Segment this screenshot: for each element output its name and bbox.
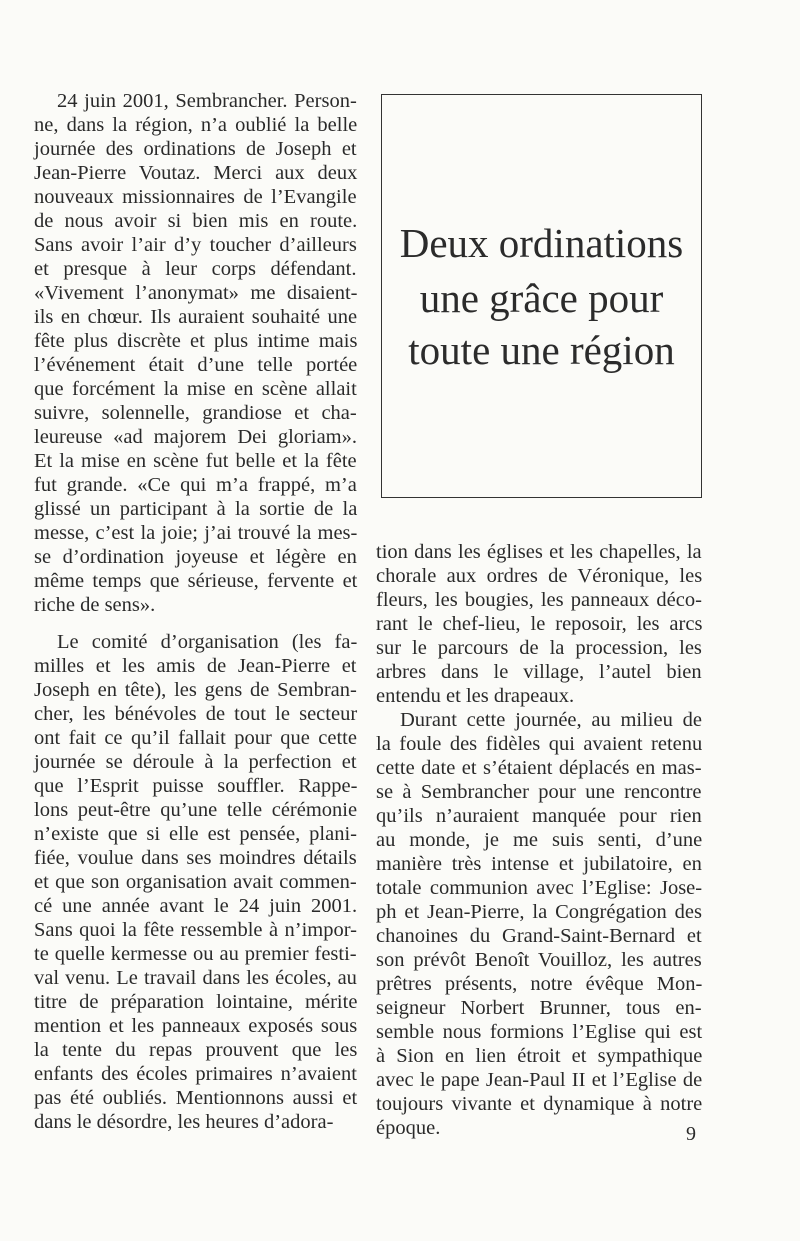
text-line: suivre, solennelle, grandiose et cha- [34,402,357,424]
text-line: et presque à leur corps défendant. [34,258,357,280]
text-line: Durant cette journée, au milieu de [400,709,702,731]
text-line: «Vivement l’anonymat» me disaient- [34,282,358,304]
text-line: fiée, voulue dans ses moindres détails [34,847,357,869]
text-line: lons peut-être qu’une telle cérémonie [34,799,358,821]
text-line: prêtres présents, notre évêque Mon- [376,973,703,995]
text-line: manière très intense et jubilatoire, en [376,853,702,875]
text-line: et que son organisation avait commen- [34,871,357,893]
text-line: glissé un participant à la sortie de la [34,498,358,520]
title-line: Deux ordinations [399,220,684,266]
text-line: milles et les amis de Jean-Pierre et [34,655,357,677]
text-line: mention et les panneaux exposés sous [34,1015,358,1037]
text-line: se d’ordination joyeuse et légère en [34,546,357,568]
text-line: à Sion en lien étroit et sympathique [376,1045,703,1067]
text-line: la tente du repas prouvent que les [34,1039,358,1061]
text-line: tion dans les églises et les chapelles, la [376,541,702,563]
text-line: n’existe que si elle est pensée, plani- [34,823,357,845]
text-line: Jean-Pierre Voutaz. Merci aux deux [34,162,358,184]
text-line: son prévôt Benoît Vouilloz, les autres [376,949,702,971]
text-line: se à Sembrancher pour une rencontre [376,781,702,803]
text-line: de nous avoir si bien mis en route. [34,210,358,232]
text-line: même temps que sérieuse, fervente et [34,570,358,592]
text-line: chanoines du Grand-Saint-Bernard et [376,925,702,947]
text-line: seigneur Norbert Brunner, tous en- [376,997,702,1019]
text-line: titre de préparation lointaine, mérite [34,991,358,1013]
text-line: semble nous formions l’Eglise qui est [376,1021,703,1043]
text-line: ont fait ce qu’il fallait pour que cette [34,727,357,749]
text-line: rant le chef-lieu, le reposoir, les arcs [376,613,703,635]
text-line: qu’ils n’auraient manquée pour rien [376,805,702,827]
text-line: messe, c’est la joie; j’ai trouvé la mes- [34,522,358,544]
text-line: journée se déroule à la perfection et [34,751,357,773]
text-line: journée des ordinations de Joseph et [34,138,357,160]
text-line: l’événement était d’une telle portée [34,354,358,376]
text-line: te quelle kermesse ou au premier festi- [34,943,357,965]
text-line: chorale aux ordres de Véronique, les [376,565,703,587]
text-line: Sans avoir l’air d’y toucher d’ailleurs [34,234,357,256]
article-title-box [381,94,702,498]
title-line: toute une région [408,327,675,373]
text-line: cher, les bénévoles de tout le secteur [34,703,358,725]
text-line: entendu et les drapeaux. [376,685,575,707]
text-line: avec le pape Jean-Paul II et l’Eglise de [376,1069,703,1091]
text-line: val venu. Le travail dans les écoles, au [34,967,357,989]
text-line: époque. [376,1117,441,1139]
text-line: ils en chœur. Ils auraient souhaité une [34,306,358,328]
text-line: totale communion avec l’Eglise: Jose- [376,877,703,899]
text-line: que forcément la mise en scène allait [34,378,357,400]
text-line: Joseph en tête), les gens de Sembran- [34,679,357,701]
page-number: 9 [686,1123,696,1145]
text-line: pas été oubliés. Mentionnons aussi et [34,1087,358,1109]
text-line: la foule des fidèles qui avaient retenu [376,733,703,755]
text-line: toujours vivante et dynamique à notre [376,1093,703,1115]
text-line: enfants des écoles primaires n’avaient [34,1063,357,1085]
title-line: une grâce pour [419,275,664,321]
text-line: arbres dans le village, l’autel bien [376,661,702,683]
text-line: dans le désordre, les heures d’adora- [34,1111,334,1133]
text-line: fut grande. «Ce qui m’a frappé, m’a [34,474,357,496]
text-line: au monde, je me suis senti, d’une [376,829,703,851]
text-line: que l’Esprit puisse souffler. Rappe- [34,775,358,797]
text-line: nouveaux missionnaires de l’Evangile [34,186,357,208]
text-line: riche de sens». [34,594,156,616]
text-line: fleurs, les bougies, les panneaux déco- [376,589,702,611]
text-line: 24 juin 2001, Sembrancher. Person- [57,90,357,112]
text-line: Et la mise en scène fut belle et la fête [34,450,357,472]
text-line: Le comité d’organisation (les fa- [57,631,358,653]
text-line: leureuse «ad majorem Dei gloriam». [34,426,357,448]
text-line: cé une année avant le 24 juin 2001. [34,895,358,917]
text-line: Sans quoi la fête ressemble à n’impor- [34,919,357,941]
text-line: sur le parcours de la procession, les [376,637,702,659]
text-line: ne, dans la région, n’a oublié la belle [34,114,358,136]
text-line: ph et Jean-Pierre, la Congrégation des [376,901,702,923]
text-line: cette date et s’étaient déplacés en mas- [376,757,702,779]
text-line: fête plus discrète et plus intime mais [34,330,358,352]
